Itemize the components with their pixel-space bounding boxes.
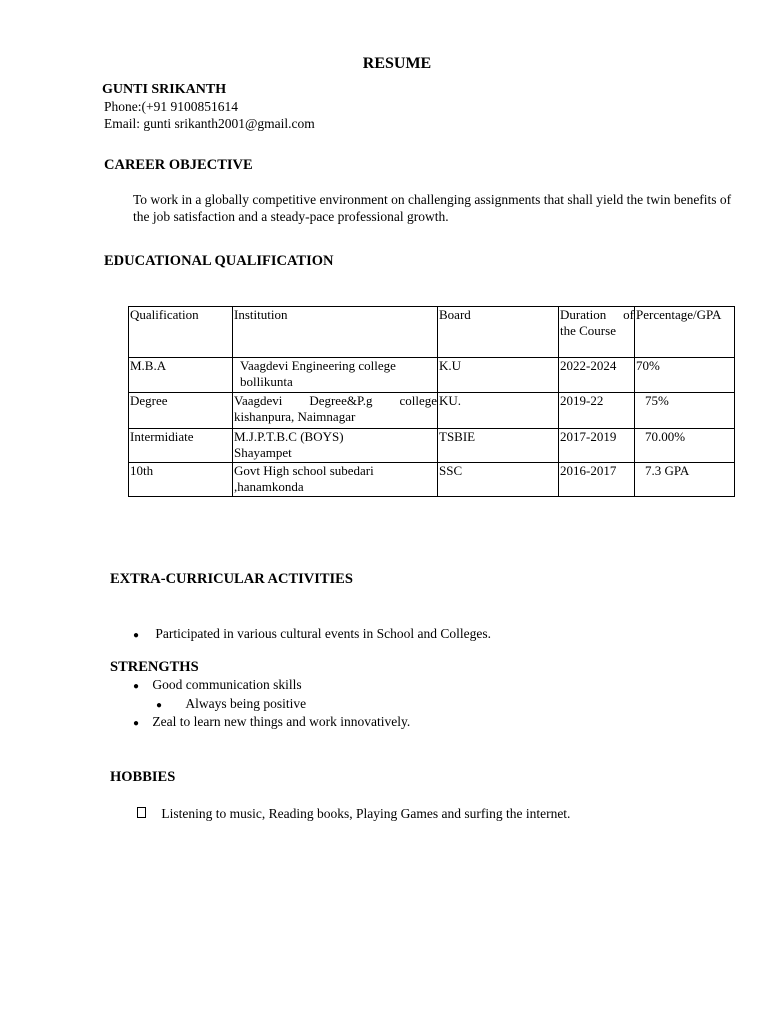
cell-duration: 2019-22	[559, 393, 635, 429]
candidate-name: GUNTI SRIKANTH	[102, 82, 227, 97]
cell-institution-line2: bollikunta	[240, 374, 293, 389]
cell-institution-line1: M.J.P.T.B.C (BOYS)	[234, 429, 344, 444]
email-line: Email: gunti srikanth2001@gmail.com	[104, 116, 315, 131]
cell-institution-line2: ,hanamkonda	[234, 479, 304, 494]
header-duration-line2: the Course	[560, 323, 616, 338]
bullet-icon: ●	[133, 630, 140, 641]
cell-board: K.U	[438, 358, 559, 393]
list-item	[133, 626, 491, 642]
bullet-icon: ●	[156, 700, 163, 711]
list-item	[137, 806, 570, 822]
cell-institution	[233, 429, 438, 463]
cell-percentage: 7.3 GPA	[635, 463, 735, 497]
extra-curricular-heading: EXTRA-CURRICULAR ACTIVITIES	[110, 571, 353, 587]
cell-institution-line1: Vaagdevi Engineering college	[240, 358, 396, 373]
list-item-text: Listening to music, Reading books, Playing Games and surfing the internet.	[161, 806, 571, 821]
list-item-text: Always being positive	[185, 696, 307, 711]
career-objective-heading: CAREER OBJECTIVE	[104, 157, 253, 173]
cell-institution	[233, 463, 438, 497]
bullet-icon: ●	[133, 718, 140, 729]
cell-percentage: 70.00%	[635, 429, 735, 463]
header-duration-line1: Duration of	[560, 307, 634, 322]
list-item-text: Zeal to learn new things and work innovatively.	[152, 714, 411, 729]
header-institution: Institution	[233, 307, 438, 358]
resume-title: RESUME	[362, 55, 432, 72]
cell-percentage: 75%	[635, 393, 735, 429]
career-objective-text: To work in a globally competitive environment on challenging assignments that shall yield the twin benefits of the job satisfaction and a steady-pace professional growth.	[133, 192, 732, 224]
cell-institution-line2: kishanpura, Naimnagar	[234, 409, 356, 424]
table-row	[129, 463, 735, 497]
list-item	[133, 714, 410, 730]
cell-institution-line1: Govt High school subedari	[234, 463, 374, 478]
education-table	[128, 306, 735, 497]
cell-qualification: Intermidiate	[129, 429, 233, 463]
phone-line: Phone:(+91 9100851614	[104, 99, 238, 114]
cell-institution-line1: Vaagdevi Degree&P.g college	[234, 393, 437, 408]
strengths-heading: STRENGTHS	[110, 659, 199, 675]
header-board: Board	[438, 307, 559, 358]
cell-duration: 2017-2019	[559, 429, 635, 463]
table-row	[129, 393, 735, 429]
table-row	[129, 429, 735, 463]
bullet-icon: ●	[133, 681, 140, 692]
cell-qualification: 10th	[129, 463, 233, 497]
hobbies-heading: HOBBIES	[110, 769, 176, 785]
cell-board: KU.	[438, 393, 559, 429]
checkbox-bullet-icon	[137, 807, 146, 818]
cell-board: SSC	[438, 463, 559, 497]
cell-qualification: M.B.A	[129, 358, 233, 393]
header-qualification: Qualification	[129, 307, 233, 358]
table-header-row	[129, 307, 735, 358]
cell-board: TSBIE	[438, 429, 559, 463]
cell-duration: 2022-2024	[559, 358, 635, 393]
cell-institution	[233, 393, 438, 429]
header-percentage: Percentage/GPA	[635, 307, 735, 358]
cell-qualification: Degree	[129, 393, 233, 429]
cell-institution	[233, 358, 438, 393]
list-item-text: Good communication skills	[152, 677, 302, 692]
table-row	[129, 358, 735, 393]
education-heading: EDUCATIONAL QUALIFICATION	[104, 253, 334, 269]
list-item	[133, 677, 302, 693]
header-duration	[559, 307, 635, 358]
list-item	[156, 696, 306, 712]
cell-institution-line2: Shayampet	[234, 445, 292, 460]
cell-percentage: 70%	[635, 358, 735, 393]
cell-duration: 2016-2017	[559, 463, 635, 497]
list-item-text: Participated in various cultural events in School and Colleges.	[155, 626, 491, 641]
